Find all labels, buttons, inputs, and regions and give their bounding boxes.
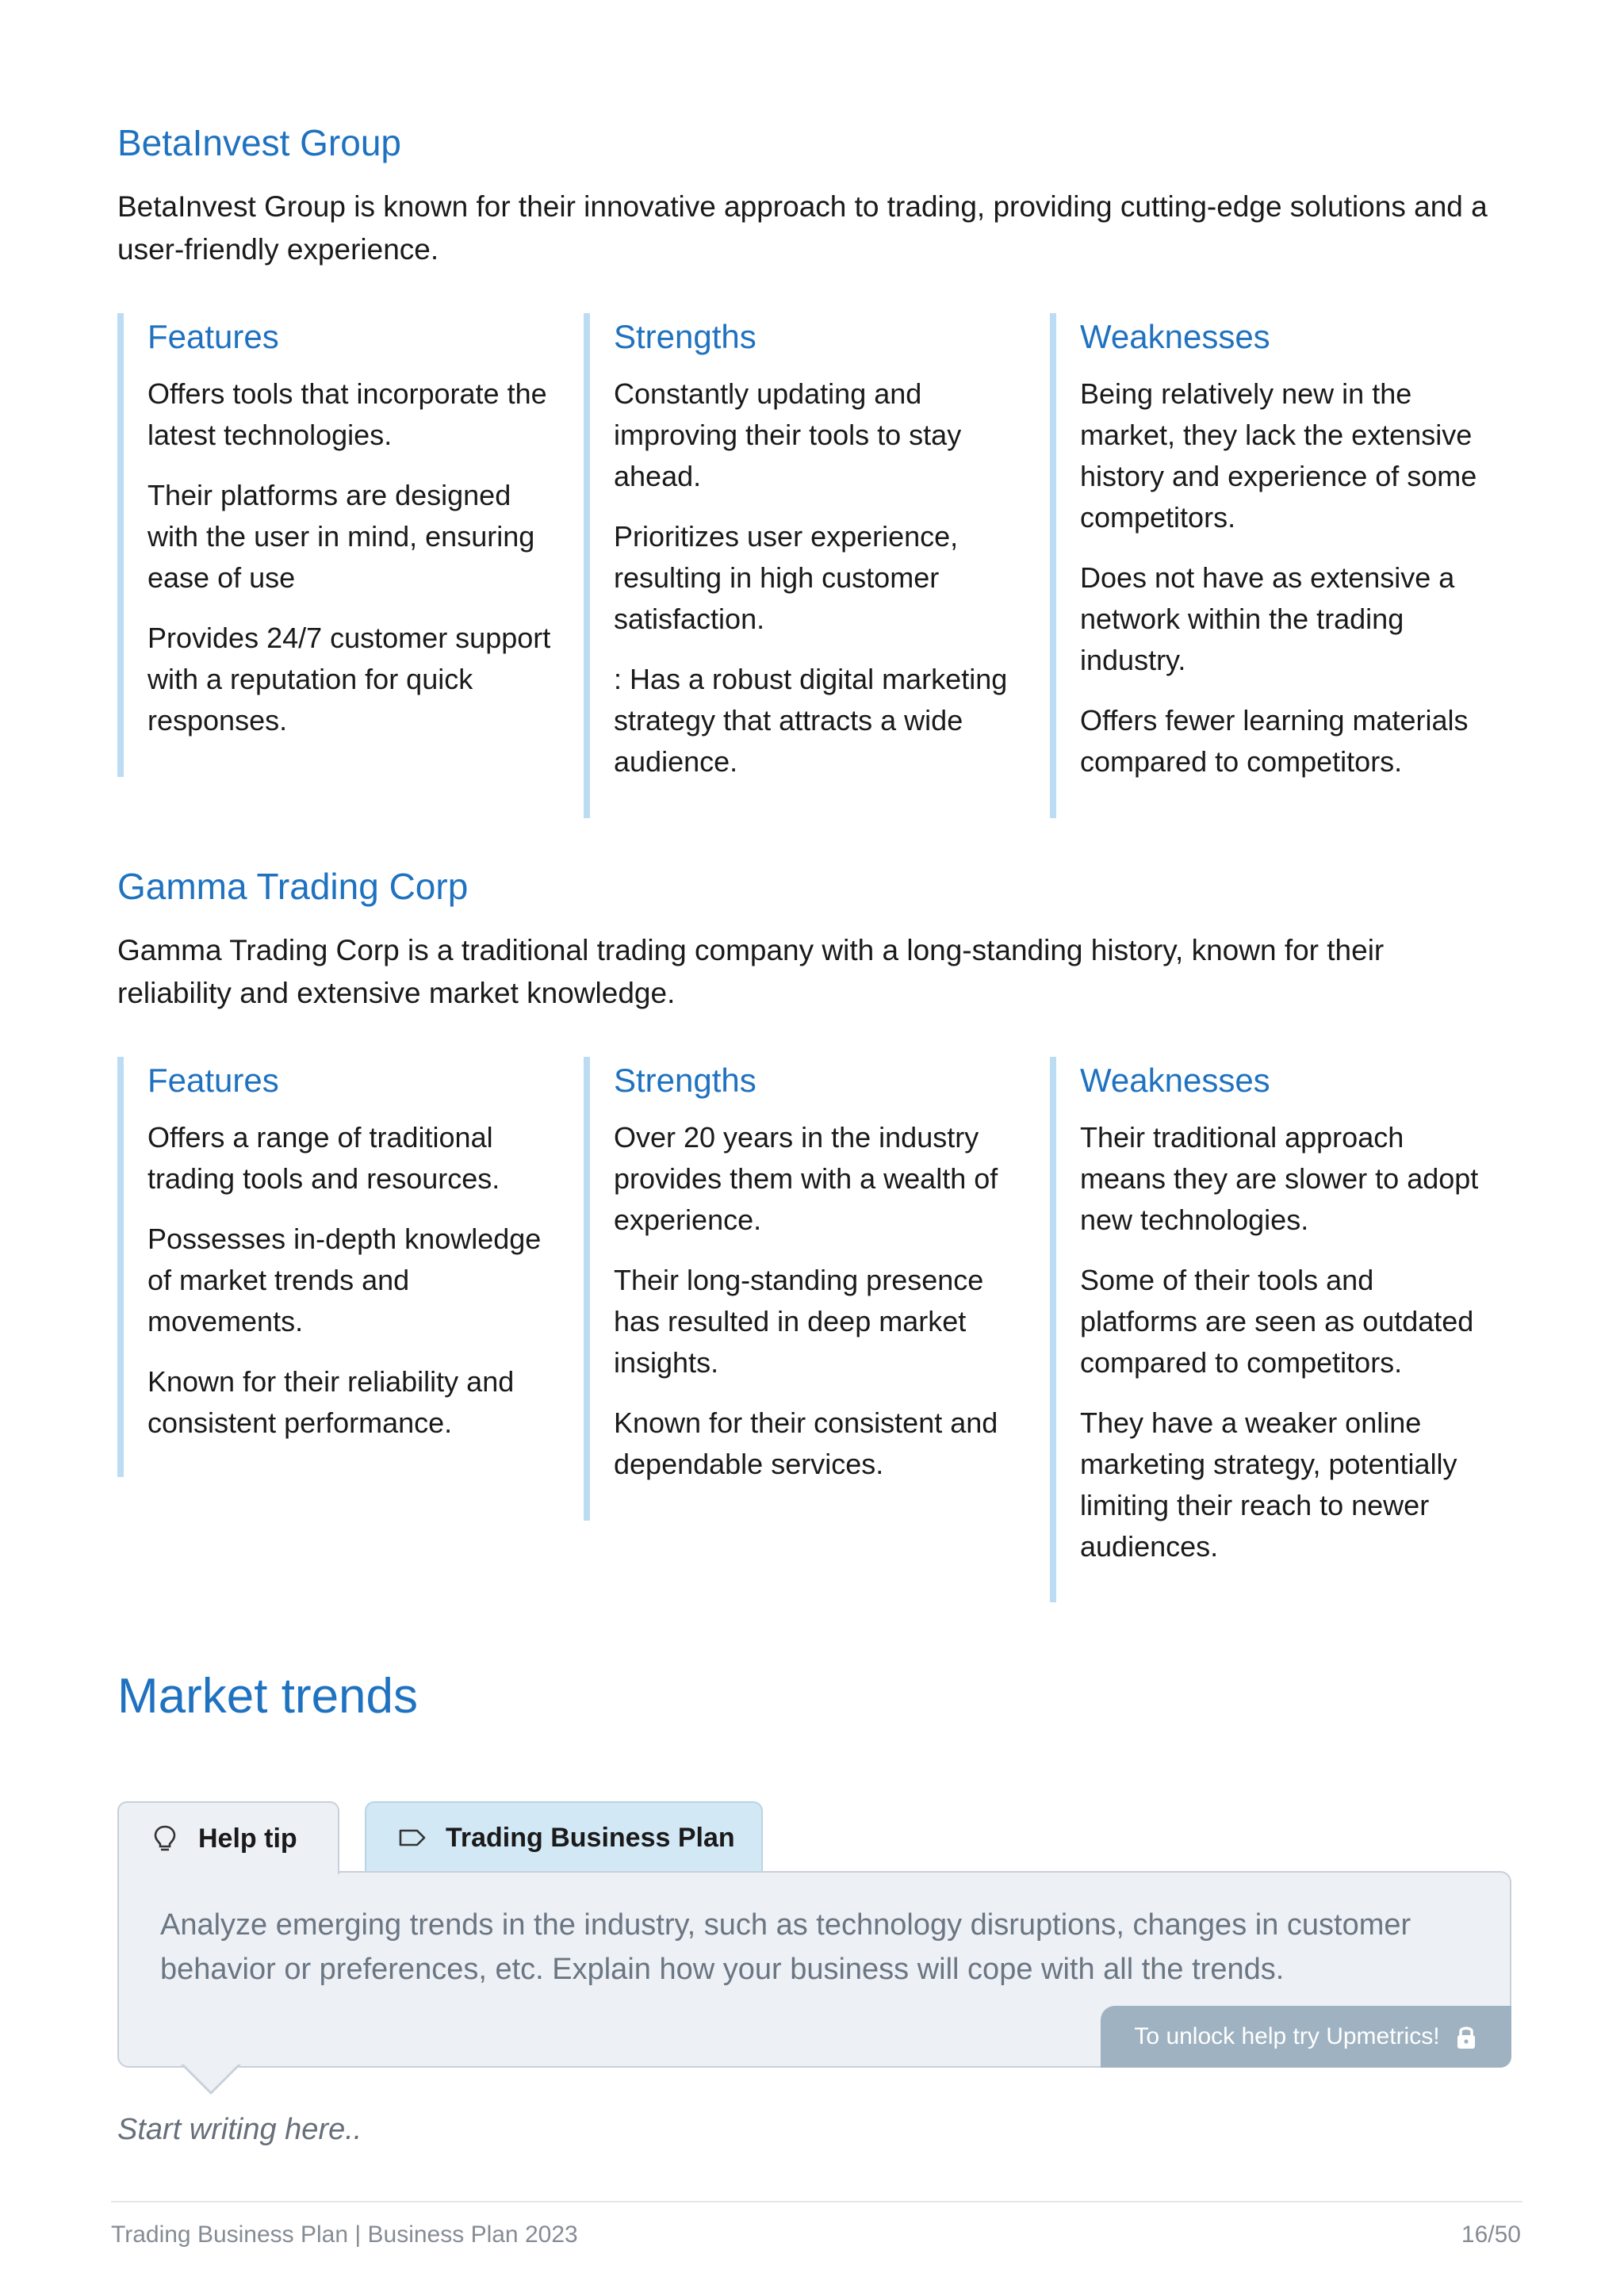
column-heading: Features: [147, 1062, 279, 1099]
column-item: Being relatively new in the market, they lack the extensive history and experience of some competitors.: [1080, 377, 1477, 534]
lock-icon: [1454, 2023, 1478, 2050]
company-title: BetaInvest Group: [117, 122, 401, 163]
column-item: Offers a range of traditional trading tools and resources.: [147, 1121, 500, 1195]
unlock-label: To unlock help try Upmetrics!: [1134, 2023, 1440, 2049]
writing-placeholder[interactable]: Start writing here..: [117, 2113, 362, 2146]
strengths-column: [584, 313, 1018, 818]
column-item: : Has a robust digital marketing strategy that attracts a wide audience.: [614, 663, 1008, 778]
tab-label: Trading Business Plan: [446, 1822, 735, 1853]
column-item: Offers fewer learning materials compared to competitors.: [1080, 704, 1469, 778]
column-item: Some of their tools and platforms are seen as outdated compared to competitors.: [1080, 1264, 1474, 1379]
footer-page-number: 16/50: [1461, 2221, 1521, 2248]
section-title: Market trends: [117, 1669, 419, 1724]
column-item: Over 20 years in the industry provides them with a wealth of experience.: [614, 1121, 998, 1236]
tag-icon: [396, 1822, 428, 1854]
column-item: Offers tools that incorporate the latest technologies.: [147, 377, 547, 451]
footer-document-title: Trading Business Plan | Business Plan 2023: [111, 2221, 578, 2248]
column-item: Their platforms are designed with the user in mind, ensuring ease of use: [147, 479, 535, 594]
strengths-column: [584, 1057, 1018, 1521]
column-item: Provides 24/7 customer support with a reputation for quick responses.: [147, 622, 551, 737]
weaknesses-column: [1050, 1057, 1484, 1602]
column-heading: Strengths: [614, 318, 756, 355]
company-description: Gamma Trading Corp is a traditional trading company with a long-standing history, known for their reliability and extensive market knowledge.: [117, 934, 1385, 1009]
help-box-pointer-fill: [183, 2064, 239, 2091]
help-tip-box: [117, 1871, 1511, 2068]
unlock-help-button[interactable]: [1101, 2006, 1511, 2068]
help-text: Analyze emerging trends in the industry, such as technology disruptions, changes in customer behavior or preferences, etc. Explain how your business will cope with all the trends.: [160, 1908, 1411, 1986]
column-item: Their traditional approach means they are slower to adopt new technologies.: [1080, 1121, 1479, 1236]
column-heading: Weaknesses: [1080, 318, 1270, 355]
column-item: Possesses in-depth knowledge of market trends and movements.: [147, 1223, 542, 1337]
company-description: BetaInvest Group is known for their innovative approach to trading, providing cutting-edge solutions and a user-friendly experience.: [117, 190, 1488, 266]
weaknesses-column: [1050, 313, 1484, 818]
column-item: Known for their consistent and dependable services.: [614, 1406, 998, 1480]
tab-trading-business-plan[interactable]: [365, 1801, 763, 1873]
column-item: Their long-standing presence has resulted in deep market insights.: [614, 1264, 984, 1379]
tab-label: Help tip: [198, 1823, 297, 1854]
features-column: [117, 313, 552, 777]
features-column: [117, 1057, 552, 1477]
column-heading: Strengths: [614, 1062, 756, 1099]
column-item: Prioritizes user experience, resulting in high customer satisfaction.: [614, 520, 959, 635]
lightbulb-icon: [149, 1823, 181, 1854]
company-title: Gamma Trading Corp: [117, 866, 469, 907]
column-item: Known for their reliability and consistent performance.: [147, 1365, 515, 1439]
tab-help-tip[interactable]: [117, 1801, 339, 1874]
footer-divider: [111, 2201, 1522, 2202]
column-item: Constantly updating and improving their tools to stay ahead.: [614, 377, 962, 492]
column-item: Does not have as extensive a network within the trading industry.: [1080, 561, 1455, 676]
column-heading: Weaknesses: [1080, 1062, 1270, 1099]
column-heading: Features: [147, 318, 279, 355]
column-item: They have a weaker online marketing strategy, potentially limiting their reach to newer audiences.: [1080, 1406, 1457, 1563]
